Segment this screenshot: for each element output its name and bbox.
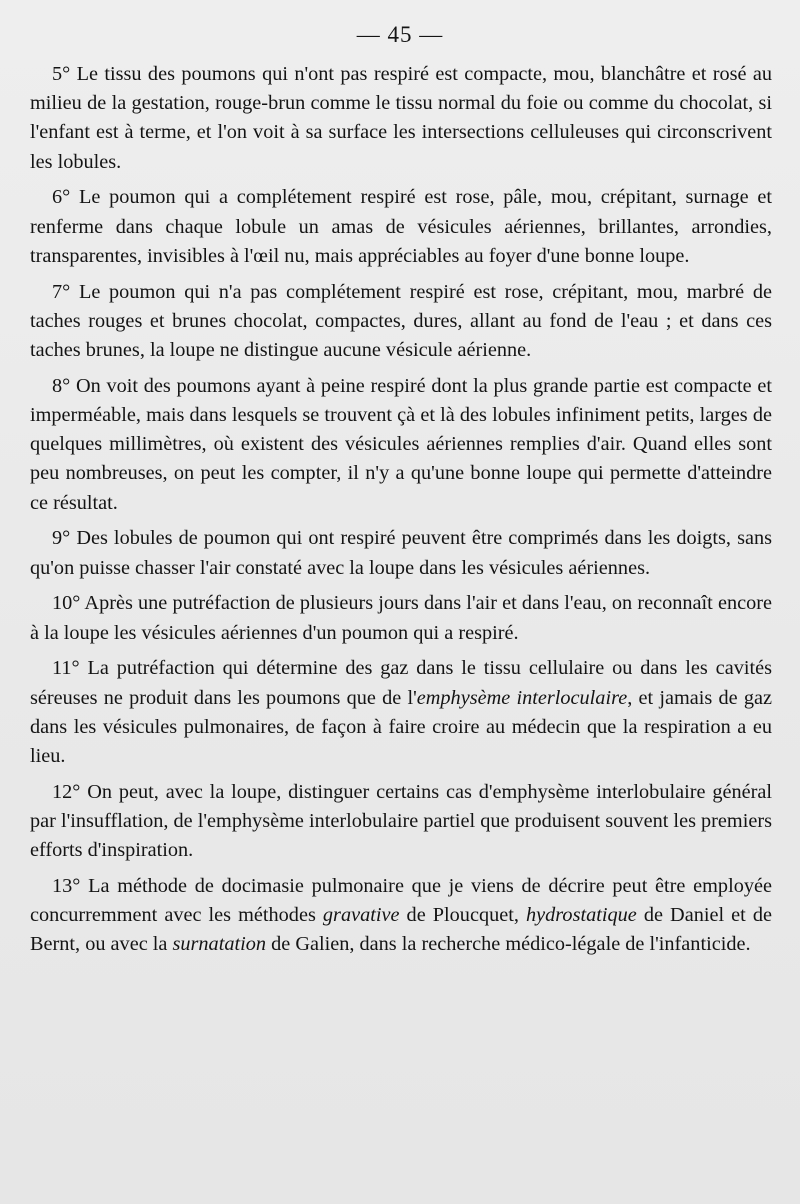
paragraph-text: de Ploucquet, — [399, 904, 526, 927]
paragraph-p9 — [30, 524, 772, 582]
paragraph-text: 13° La méthode de docimasie pulmonaire que je viens de décrire peut être employée concurremment avec les méthodes — [30, 875, 772, 927]
italic-term: surnatation — [172, 933, 267, 956]
paragraph-text: 5° Le tissu des poumons qui n'ont pas respiré est compacte, mou, blanchâtre et rosé au milieu de la gestation, rouge-brun comme le tissu normal du foie ou comme du chocolat, si l'enfant est à terme, et l'on voit à sa surface les intersections celluleuses qui circonscrivent les lobules. — [30, 63, 772, 173]
paragraph-p12 — [30, 778, 772, 866]
italic-term: hydrostatique — [526, 904, 637, 927]
paragraph-text: 10° Après une putréfaction de plusieurs jours dans l'air et dans l'eau, on reconnaît encore à la loupe les vésicules aériennes d'un poumon qui a respiré. — [30, 592, 772, 644]
paragraph-text: 7° Le poumon qui n'a pas complétement respiré est rose, crépitant, mou, marbré de taches rouges et brunes chocolat, compactes, dures, allant au fond de l'eau ; et dans ces taches brunes, la loupe ne distingue aucune vésicule aérienne. — [30, 280, 772, 362]
paragraph-p13 — [30, 872, 772, 960]
italic-term: emphysème interloculaire — [416, 686, 628, 709]
page-number: — 45 — — [356, 22, 444, 47]
paragraph-text: 6° Le poumon qui a complétement respiré est rose, pâle, mou, crépitant, surnage et renferme dans chaque lobule un amas de vésicules aériennes, brillantes, arrondies, transparentes, invisibles à l'œil nu, mais appréciables au foyer d'une bonne loupe. — [30, 186, 772, 267]
paragraph-text: 9° Des lobules de poumon qui ont respiré peuvent être comprimés dans les doigts, sans qu'on puisse chasser l'air constaté avec la loupe dans les vésicules aériennes. — [30, 527, 772, 579]
paragraph-text: de Daniel et de Bernt, ou avec la — [30, 904, 773, 956]
paragraph-text: 8° On voit des poumons ayant à peine respiré dont la plus grande partie est compacte et imperméable, mais dans lesquels se trouvent çà et là des lobules infiniment petits, larges de quelques millimètres, où existent des vésicules aériennes remplies d'air. Quand elles sont peu nombreuses, on peut les compter, il n'y a qu'une bonne loupe qui permette d'atteindre ce résultat. — [30, 374, 772, 514]
paragraph-text: , et jamais de gaz dans les vésicules pulmonaires, de façon à faire croire au médecin que la respiration a eu lieu. — [30, 686, 772, 768]
paragraph-p8 — [30, 372, 772, 518]
text-body — [30, 60, 772, 966]
paragraph-text: 11° La putréfaction qui détermine des gaz dans le tissu cellulaire ou dans les cavités séreuses ne produit dans les poumons que de l' — [30, 657, 772, 709]
paragraph-p5 — [30, 60, 772, 177]
paragraph-p6 — [30, 183, 772, 271]
paragraph-text: 12° On peut, avec la loupe, distinguer certains cas d'emphysème interlobulaire général par l'insufflation, de l'emphysème interlobulaire partiel que produisent souvent les premiers efforts d'inspiration. — [30, 780, 772, 862]
paragraph-p11 — [30, 654, 772, 771]
italic-term: gravative — [322, 904, 400, 927]
paragraph-p10 — [30, 589, 772, 647]
paragraph-p7 — [30, 278, 772, 366]
paragraph-text: de Galien, dans la recherche médico-légale de l'infanticide. — [266, 933, 751, 956]
